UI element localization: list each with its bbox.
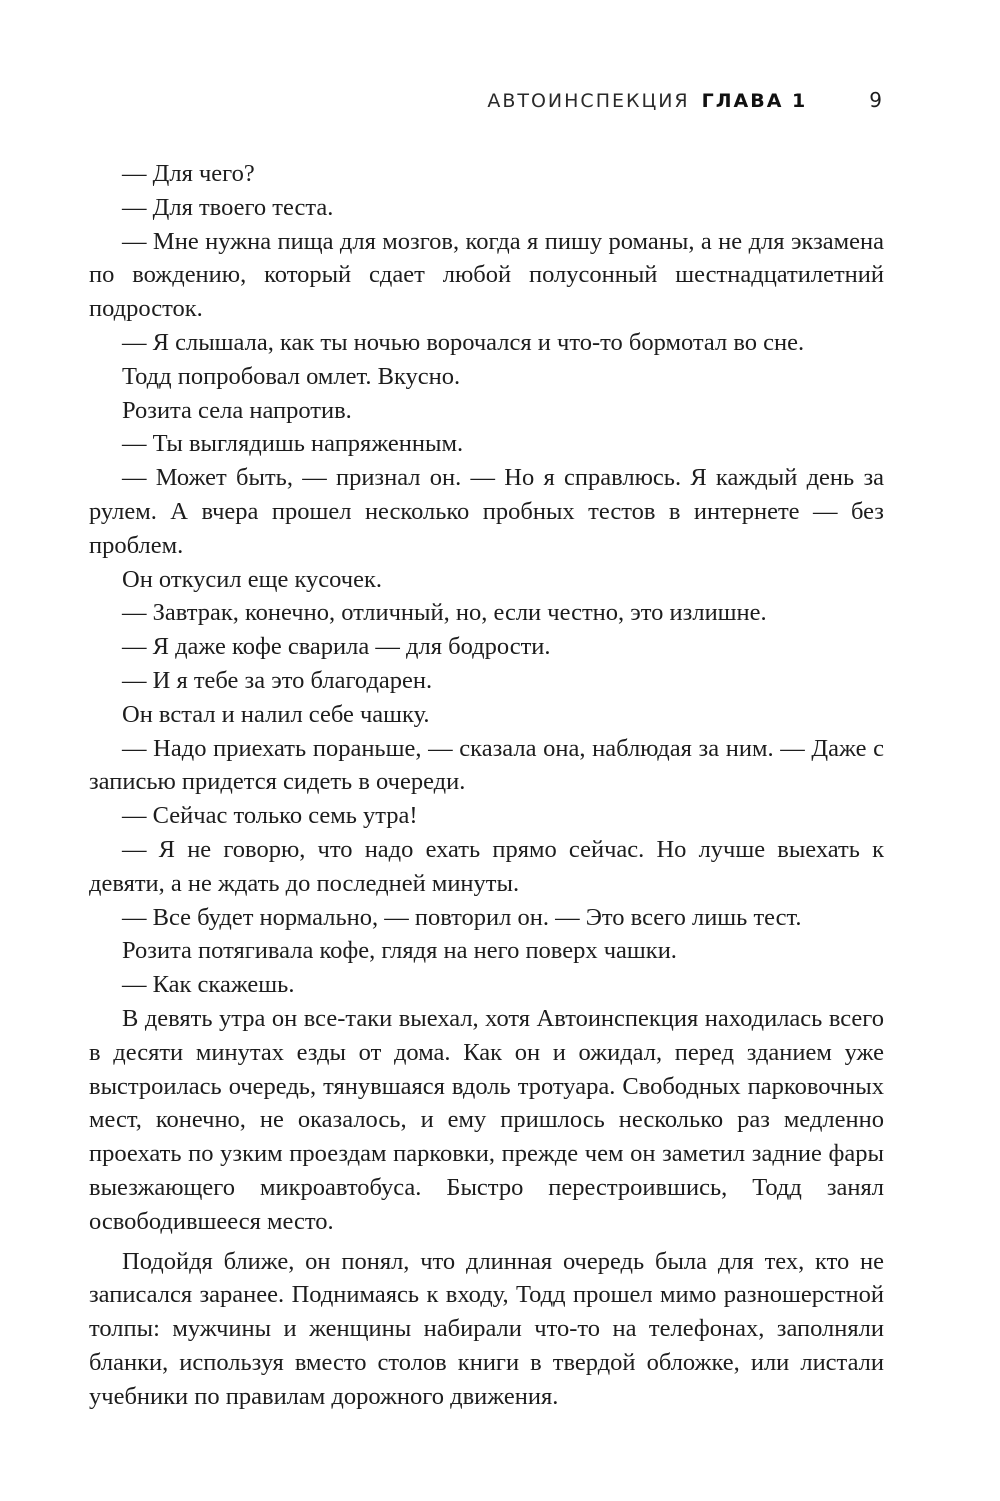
paragraph: — Для чего? bbox=[122, 160, 255, 187]
paragraph: — Как скажешь. bbox=[122, 971, 295, 999]
paragraph: В девять утра он все-таки выехал, хотя Автоинспекция находилась всего в десяти минутах езды от дома. Как он и ожидал, перед зданием уже выстроилась очередь, тянувшаяся вдоль тротуара. Свободных парковочных мест, конечно, не оказалось, и ему пришлось несколько раз медленно проехать по узким проездам парковки, прежде чем он заметил задние фары выезжающего микроавтобуса. Быстро перестроившись, Тодд занял освободившееся место. bbox=[89, 1004, 884, 1235]
paragraph: Розита потягивала кофе, глядя на него поверх чашки. bbox=[122, 937, 677, 965]
paragraph: — Я даже кофе сварила — для бодрости. bbox=[122, 633, 551, 661]
paragraph: — Надо приехать пораньше, — сказала она, наблюдая за ним. — Даже с записью придется сидеть в очереди. bbox=[89, 734, 884, 796]
paragraph: — И я тебе за это благодарен. bbox=[122, 666, 433, 694]
paragraph: Он встал и налил себе чашку. bbox=[122, 700, 430, 728]
paragraph: — Может быть, — признал он. — Но я справлюсь. Я каждый день за рулем. А вчера прошел несколько пробных тестов в интернете — без проблем. bbox=[89, 464, 884, 559]
paragraph: — Для твоего теста. bbox=[122, 193, 334, 221]
page-number: 9 bbox=[869, 88, 882, 112]
paragraph: — Я слышала, как ты ночью ворочался и что-то бормотал во сне. bbox=[122, 328, 805, 356]
paragraph: Подойдя ближе, он понял, что длинная очередь была для тех, кто не записался заранее. Поднимаясь к входу, Тодд прошел мимо разношерстной толпы: мужчины и женщины набирали что-то на телефонах, заполняли бланки, используя вместо столов книги в твердой обложке, или листали учебники по правилам дорожного движения. bbox=[89, 1247, 884, 1410]
paragraph: — Ты выглядишь напряженным. bbox=[122, 430, 464, 458]
running-header bbox=[487, 88, 882, 112]
paragraph: — Я не говорю, что надо ехать прямо сейчас. Но лучше выехать к девяти, а не ждать до последней минуты. bbox=[89, 835, 884, 897]
paragraph: — Сейчас только семь утра! bbox=[122, 802, 418, 830]
paragraph: Он откусил еще кусочек. bbox=[122, 565, 382, 593]
paragraph: — Завтрак, конечно, отличный, но, если честно, это излишне. bbox=[122, 599, 767, 627]
chapter-label: ГЛАВА 1 bbox=[701, 90, 808, 112]
body-text bbox=[89, 157, 884, 1413]
paragraph: — Все будет нормально, — повторил он. — Это всего лишь тест. bbox=[122, 903, 802, 931]
book-title: АВТОИНСПЕКЦИЯ bbox=[487, 90, 690, 112]
paragraph: Розита села напротив. bbox=[122, 396, 352, 424]
paragraph: — Мне нужна пища для мозгов, когда я пишу романы, а не для экзамена по вождению, который сдает любой полусонный шестнадцатилетний подросток. bbox=[89, 227, 884, 323]
paragraph: Тодд попробовал омлет. Вкусно. bbox=[122, 362, 461, 390]
